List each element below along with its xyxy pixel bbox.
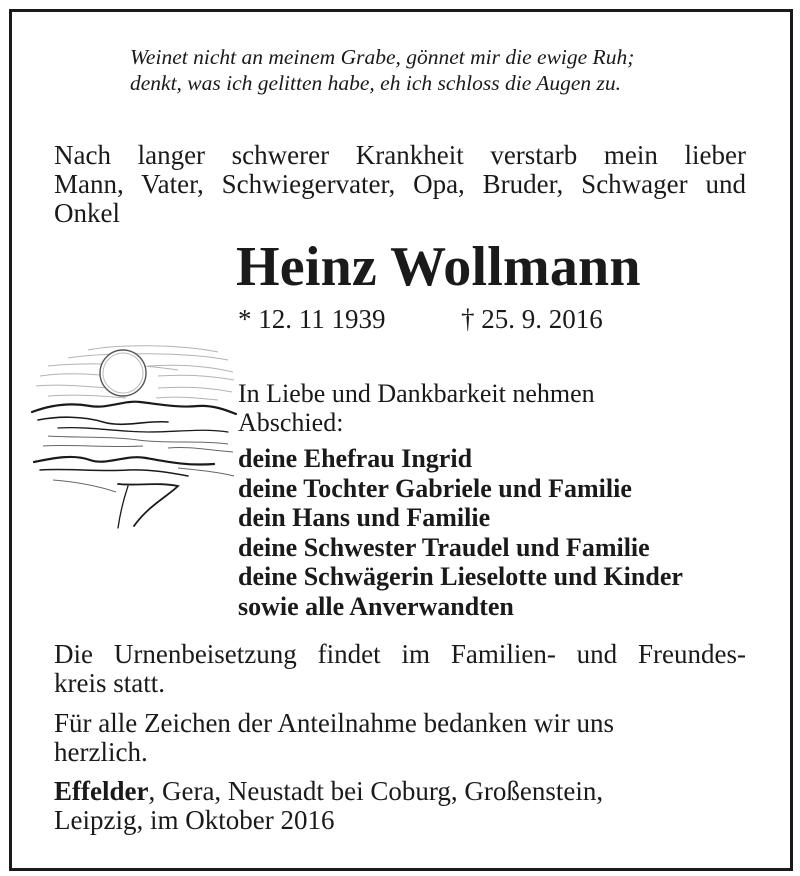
intro-line-3: Onkel [54,198,120,228]
farewell-text [238,379,595,437]
burial-note [54,640,746,698]
place-towns-rest: , Gera, Neustadt bei Coburg, Großenstein, [148,776,604,806]
death-date: † 25. 9. 2016 [461,304,603,334]
mourner-item: deine Schwägerin Lieselotte und Kinder [238,562,683,591]
farewell-line-1: In Liebe und Dankbarkeit nehmen [238,379,595,408]
intro-line-1: Nach langer schwerer Krankheit verstarb mein lieber [54,140,746,170]
place-date [54,777,746,835]
burial-line-2: kreis statt. [54,668,165,698]
place-town: Effelder [54,776,149,806]
thanks-note [54,709,746,767]
birth-date: * 12. 11 1939 [238,304,386,334]
mourners-list [238,444,683,621]
farewell-line-2: Abschied: [238,408,344,437]
mourner-item: sowie alle Anverwandten [238,591,514,621]
mourner-item: dein Hans und Familie [238,503,491,532]
place-line-2: Leipzig, im Oktober 2016 [54,805,335,835]
epitaph-quote [130,44,750,96]
thanks-line-2: herzlich. [54,737,148,767]
quote-line-1: Weinet nicht an meinem Grabe, gönnet mir die ewige Ruh; [130,45,635,69]
burial-line-1: Die Urnenbeisetzung findet im Familien- und Freundes- [54,639,746,669]
sunset-landscape-icon [28,336,238,532]
intro-text [54,141,746,228]
mourner-item: deine Schwester Traudel und Familie [238,532,650,562]
place-line-1 [54,777,746,806]
intro-line-2: Mann, Vater, Schwiegervater, Opa, Bruder, Schwager und [54,169,746,199]
quote-line-2: denkt, was ich gelitten habe, eh ich schloss die Augen zu. [130,71,622,95]
mourner-item: deine Tochter Gabriele und Familie [238,473,632,503]
thanks-line-1: Für alle Zeichen der Anteilnahme bedanken wir uns [54,708,615,738]
mourner-item: deine Ehefrau Ingrid [238,444,473,473]
deceased-name: Heinz Wollmann [236,236,641,298]
